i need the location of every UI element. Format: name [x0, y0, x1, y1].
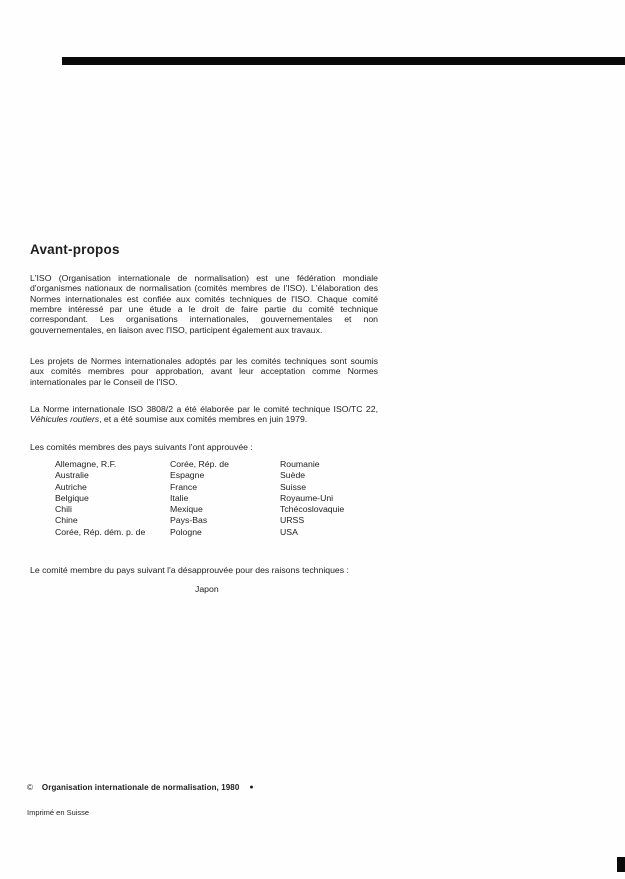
printed-in-text: Imprimé en Suisse: [27, 808, 90, 817]
country-item: Corée, Rép. dém. p. de: [55, 526, 146, 537]
bullet-icon: ●: [249, 784, 254, 791]
country-item: Chili: [55, 504, 72, 515]
country-item: Suisse: [280, 481, 307, 492]
country-item: Tchécoslovaquie: [280, 504, 345, 515]
scan-artifact-right-mark: [617, 857, 625, 872]
country-item: Belgique: [55, 492, 89, 503]
approving-countries-list: [55, 459, 400, 538]
country-item: USA: [280, 526, 298, 537]
foreword-paragraph-2: Les projets de Normes internationales adoptés par les comités techniques sont soumis aux comités membres pour approbation, avant leur acceptation comme Normes internationales par le Conseil de l'ISO.: [30, 355, 378, 387]
country-item: Suède: [280, 470, 306, 481]
country-item: Pologne: [170, 526, 202, 537]
country-item: Roumanie: [280, 459, 320, 469]
country-item: Chine: [55, 515, 78, 526]
copyright-line: [27, 783, 254, 792]
scan-artifact-top-bar: [62, 57, 625, 65]
country-item: Espagne: [170, 470, 205, 481]
country-item: Italie: [170, 492, 189, 503]
country-column-3: [280, 459, 400, 538]
page-title: Avant-propos: [30, 242, 120, 258]
country-item: URSS: [280, 515, 305, 526]
country-item: Autriche: [55, 481, 87, 492]
copyright-text: Organisation internationale de normalisation, 1980: [41, 783, 240, 792]
country-item: Allemagne, R.F.: [55, 459, 117, 469]
disapproval-intro-line: Le comité membre du pays suivant l'a désapprouvée pour des raisons techniques :: [30, 564, 349, 575]
foreword-paragraph-1: L'ISO (Organisation internationale de normalisation) est une fédération mondiale d'organismes nationaux de normalisation (comités membres de l'ISO). L'élaboration des Normes internationales est confiée aux comités techniques de l'ISO. Chaque comité membre intéressé par une étude a le droit de faire partie du comité technique correspondant. Les organisations internationales, gouvernementales et non gouvernementales, en liaison avec l'ISO, participent également aux travaux.: [30, 272, 378, 335]
country-item: Corée, Rép. de: [170, 459, 229, 469]
disapproving-country: Japon: [195, 584, 219, 594]
country-item: France: [170, 481, 198, 492]
copyright-icon: ©: [27, 783, 33, 792]
country-item: Australie: [55, 470, 89, 481]
country-item: Mexique: [170, 504, 203, 515]
standard-title-italic: Véhicules routiers: [30, 414, 100, 425]
country-item: Royaume-Uni: [280, 492, 334, 503]
country-column-2: [170, 459, 280, 538]
country-column-1: [55, 459, 170, 538]
country-item: Pays-Bas: [170, 515, 208, 526]
approval-intro-line: Les comités membres des pays suivants l'ont approuvée :: [30, 441, 253, 452]
foreword-paragraph-3: [30, 404, 378, 425]
paragraph-3-text: La Norme internationale ISO 3808/2 a été élaborée par le comité technique ISO/TC 22,: [30, 403, 378, 414]
paragraph-3-text-end: , et a été soumise aux comités membres en juin 1979.: [99, 414, 308, 425]
